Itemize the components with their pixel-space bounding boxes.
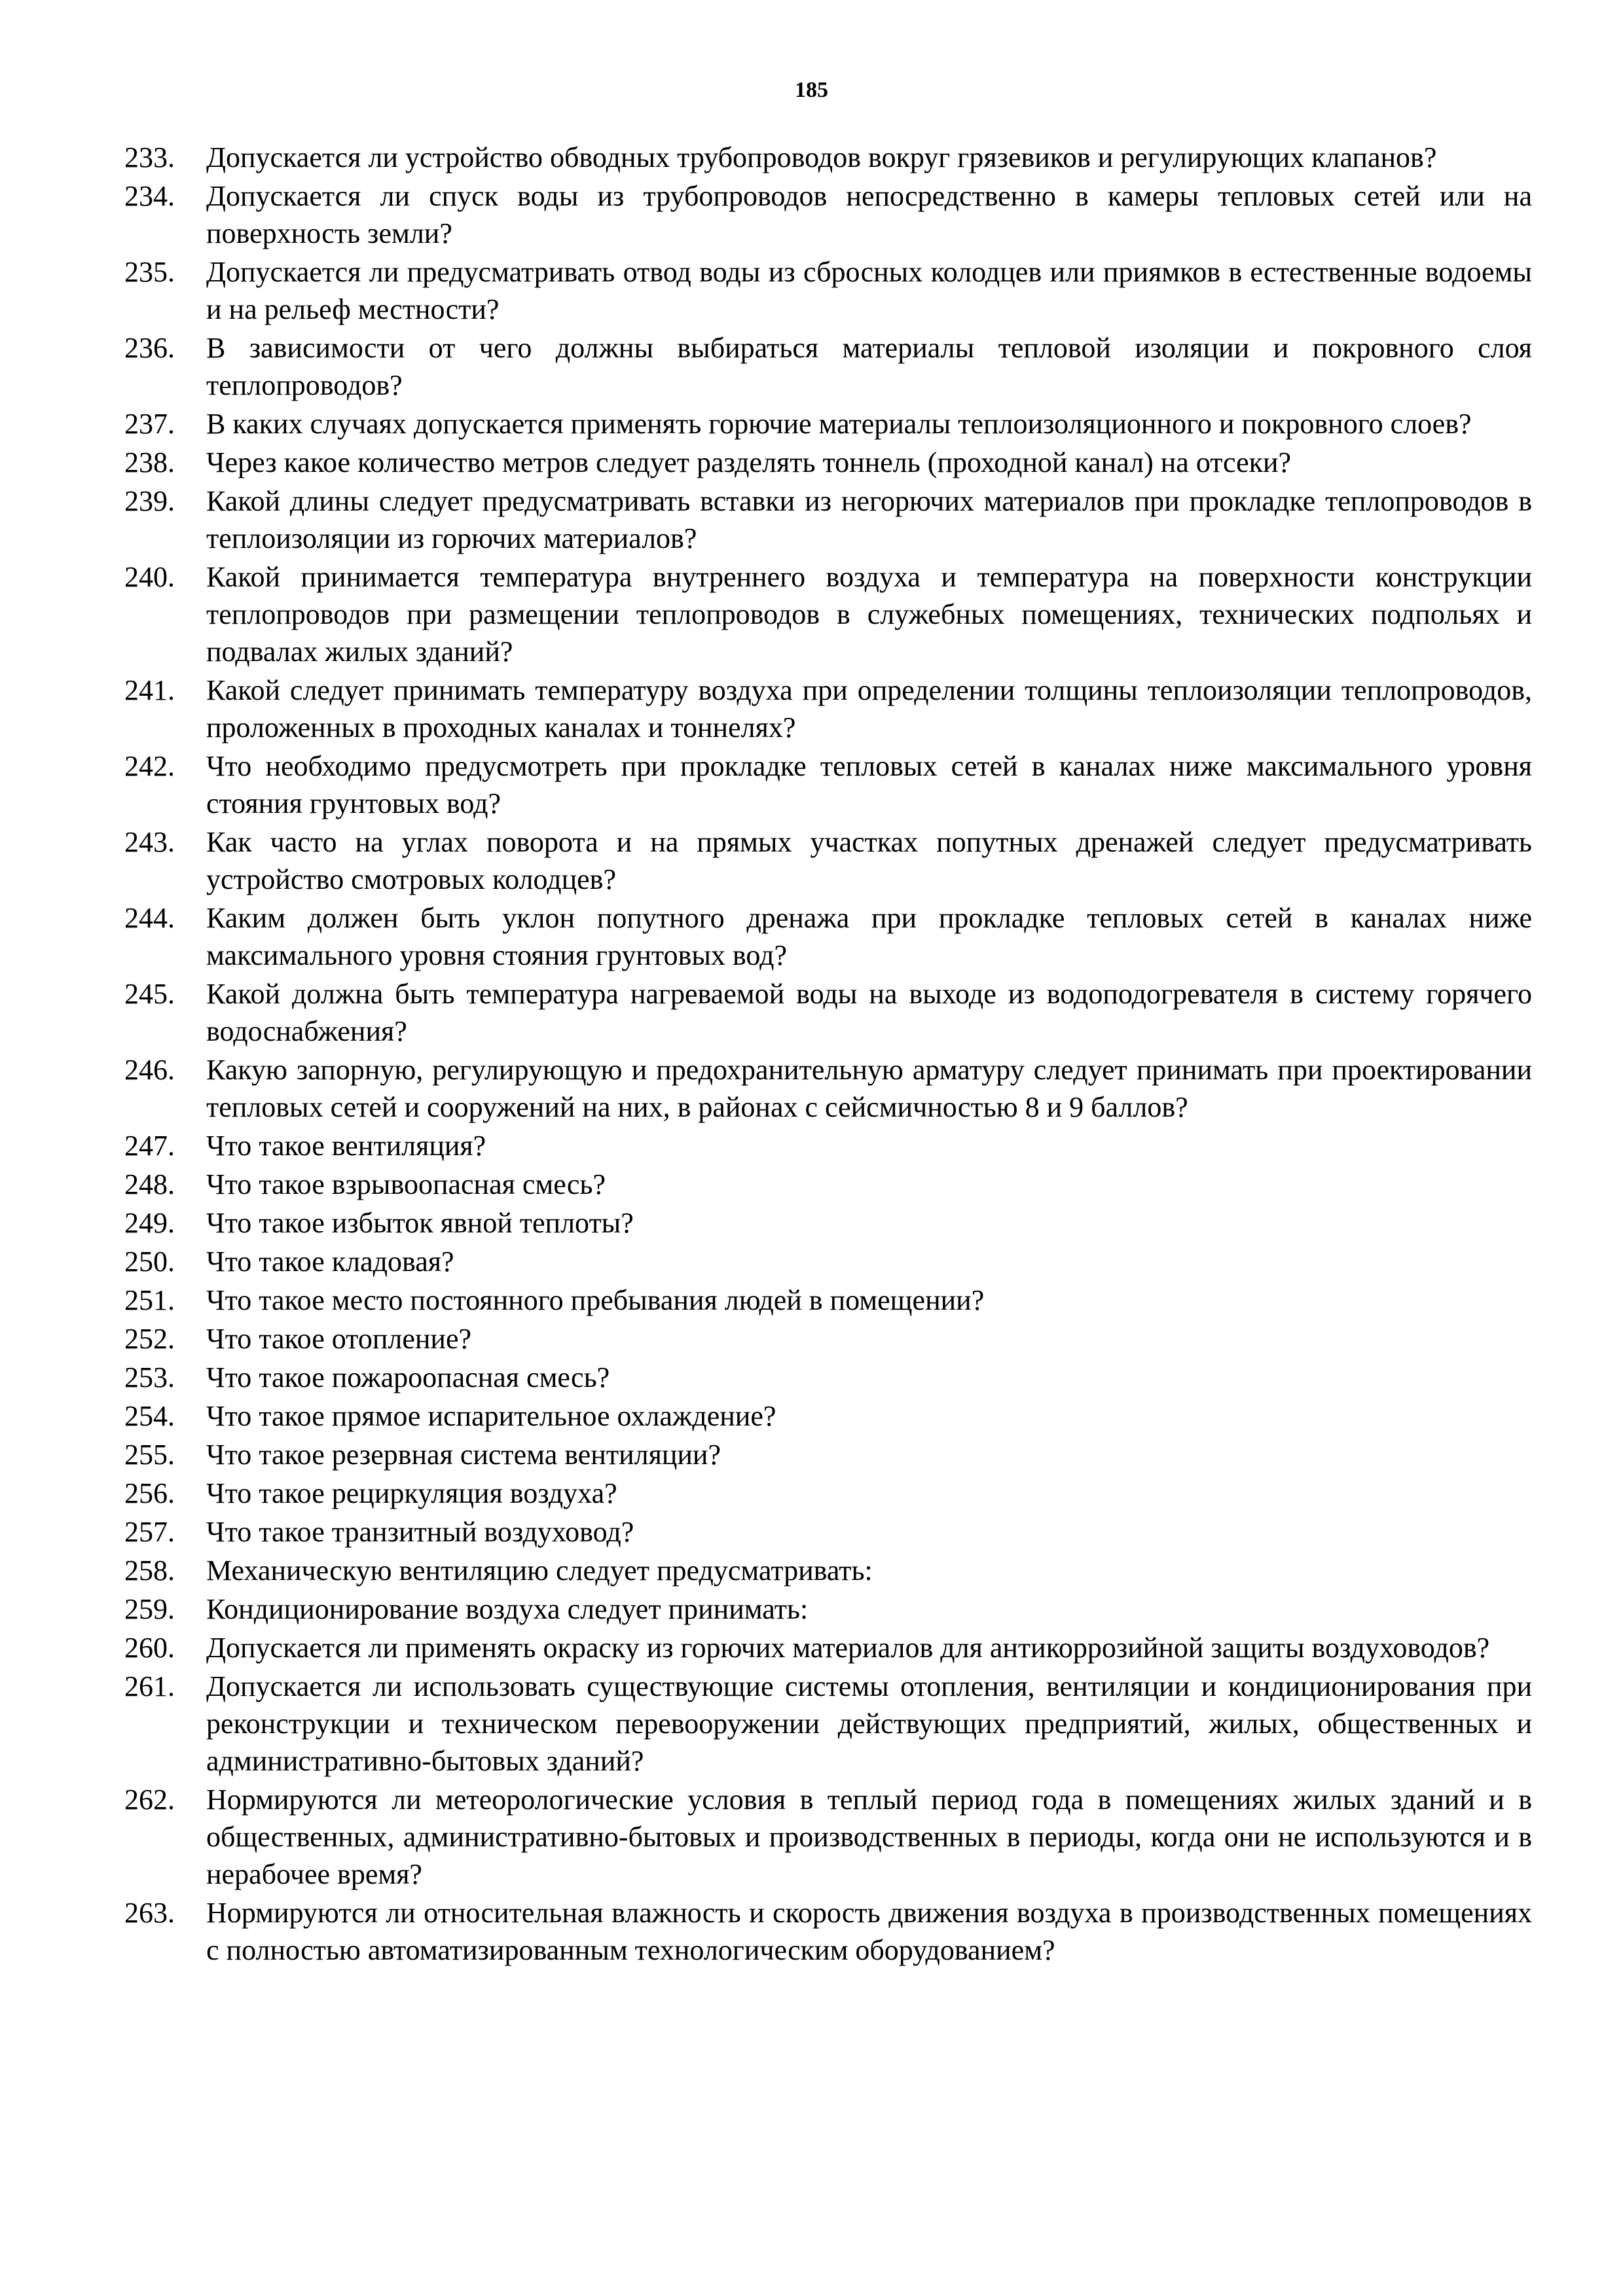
question-number: 258. [124,1554,175,1587]
question-number: 259. [124,1593,175,1625]
question-number: 238. [124,446,175,478]
question-text: В каких случаях допускается применять горючие материалы теплоизоляционного и покровного слоев? [206,408,1472,440]
question-text: Как часто на углах поворота и на прямых участках попутных дренажей следует предусматривать устройство смотровых колодцев? [206,826,1532,895]
question-number: 255. [124,1439,175,1471]
question-text: Через какое количество метров следует разделять тоннель (проходной канал) на отсеки? [206,446,1292,478]
question-item [124,1590,1532,1628]
question-text: Какой следует принимать температуру воздуха при определении толщины теплоизоляции теплопроводов, проложенных в проходных каналах и тоннелях? [206,674,1532,744]
question-number: 235. [124,256,175,288]
question-number: 239. [124,485,175,517]
question-text: Что необходимо предусмотреть при прокладке тепловых сетей в каналах ниже максимального уровня стояния грунтовых вод? [206,750,1532,819]
question-item [124,329,1532,404]
question-list [124,139,1532,1970]
question-number: 256. [124,1477,175,1509]
question-item [124,1436,1532,1473]
question-number: 251. [124,1284,175,1316]
question-item [124,177,1532,252]
question-item [124,1513,1532,1551]
question-number: 245. [124,978,175,1010]
question-text: Что такое прямое испарительное охлаждение? [206,1400,776,1432]
question-item [124,1127,1532,1164]
question-number: 254. [124,1400,175,1432]
question-item [124,1359,1532,1396]
question-number: 260. [124,1632,175,1664]
question-item [124,482,1532,557]
question-text: Какой длины следует предусматривать вставки из негорючих материалов при прокладке теплопроводов в теплоизоляции из горючих материалов? [206,485,1532,554]
question-item [124,444,1532,481]
question-text: Что такое рециркуляция воздуха? [206,1477,617,1509]
question-item [124,747,1532,822]
question-item [124,899,1532,974]
question-text: В зависимости от чего должны выбираться материалы тепловой изоляции и покровного слоя теплопроводов? [206,332,1532,401]
question-item [124,1397,1532,1435]
question-text: Что такое вентиляция? [206,1130,486,1162]
question-text: Что такое кладовая? [206,1246,454,1278]
question-item [124,1051,1532,1126]
question-text: Допускается ли предусматривать отвод воды из сбросных колодцев или приямков в естественные водоемы и на рельеф местности? [206,256,1532,325]
question-text: Нормируются ли метеорологические условия в теплый период года в помещениях жилых зданий и в общественных, административно-бытовых и производственных в периоды, когда они не используются и в нерабочее время? [206,1784,1532,1890]
question-number: 249. [124,1207,175,1239]
question-number: 253. [124,1361,175,1393]
question-number: 237. [124,408,175,440]
question-number: 244. [124,902,175,934]
question-item [124,1282,1532,1319]
question-number: 252. [124,1323,175,1355]
question-number: 263. [124,1897,175,1929]
question-text: Что такое взрывоопасная смесь? [206,1168,606,1200]
question-number: 241. [124,674,175,706]
question-text: Что такое отопление? [206,1323,472,1355]
question-number: 233. [124,141,175,173]
question-number: 257. [124,1516,175,1548]
question-number: 234. [124,180,175,212]
question-number: 261. [124,1670,175,1702]
question-text: Каким должен быть уклон попутного дренажа при прокладке тепловых сетей в каналах ниже максимального уровня стояния грунтовых вод? [206,902,1532,971]
question-text: Что такое место постоянного пребывания людей в помещении? [206,1284,985,1316]
question-text: Допускается ли устройство обводных трубопроводов вокруг грязевиков и регулирующих клапанов? [206,141,1437,173]
question-number: 243. [124,826,175,858]
question-text: Что такое пожароопасная смесь? [206,1361,610,1393]
question-item [124,1552,1532,1589]
question-item [124,1668,1532,1780]
question-item [124,1166,1532,1203]
question-item [124,1320,1532,1357]
question-text: Что такое резервная система вентиляции? [206,1439,721,1471]
question-number: 248. [124,1168,175,1200]
question-item [124,1894,1532,1969]
page-number: 185 [795,78,828,102]
question-number: 247. [124,1130,175,1162]
question-text: Допускается ли спуск воды из трубопроводов непосредственно в камеры тепловых сетей или на поверхность земли? [206,180,1532,249]
question-number: 240. [124,561,175,593]
question-item [124,558,1532,670]
question-number: 246. [124,1054,175,1086]
question-item [124,1204,1532,1242]
question-item [124,1243,1532,1280]
question-item [124,975,1532,1050]
question-text: Механическую вентиляцию следует предусматривать: [206,1554,873,1587]
question-item [124,1629,1532,1666]
question-text: Допускается ли применять окраску из горючих материалов для антикоррозийной защиты воздуховодов? [206,1632,1490,1664]
question-item [124,672,1532,746]
question-text: Кондиционирование воздуха следует принимать: [206,1593,809,1625]
question-number: 262. [124,1784,175,1816]
question-item [124,405,1532,442]
question-number: 236. [124,332,175,364]
question-item [124,139,1532,176]
question-number: 242. [124,750,175,782]
question-text: Какой принимается температура внутреннего воздуха и температура на поверхности конструкции теплопроводов при размещении теплопроводов в служебных помещениях, технических подпольях и подвалах жилых зданий? [206,561,1532,668]
question-item [124,1475,1532,1512]
question-item [124,823,1532,898]
question-text: Допускается ли использовать существующие системы отопления, вентиляции и кондиционирования при реконструкции и техническом перевооружении действующих предприятий, жилых, общественных и административно-бытовых зданий? [206,1670,1532,1777]
question-text: Что такое транзитный воздуховод? [206,1516,634,1548]
question-item [124,253,1532,328]
question-number: 250. [124,1246,175,1278]
question-text: Какой должна быть температура нагреваемой воды на выходе из водоподогревателя в систему горячего водоснабжения? [206,978,1532,1047]
question-text: Какую запорную, регулирующую и предохранительную арматуру следует принимать при проектировании тепловых сетей и сооружений на них, в районах с сейсмичностью 8 и 9 баллов? [206,1054,1532,1123]
question-item [124,1781,1532,1893]
question-text: Нормируются ли относительная влажность и скорость движения воздуха в производственных помещениях с полностью автоматизированным технологическим оборудованием? [206,1897,1532,1966]
question-text: Что такое избыток явной теплоты? [206,1207,634,1239]
